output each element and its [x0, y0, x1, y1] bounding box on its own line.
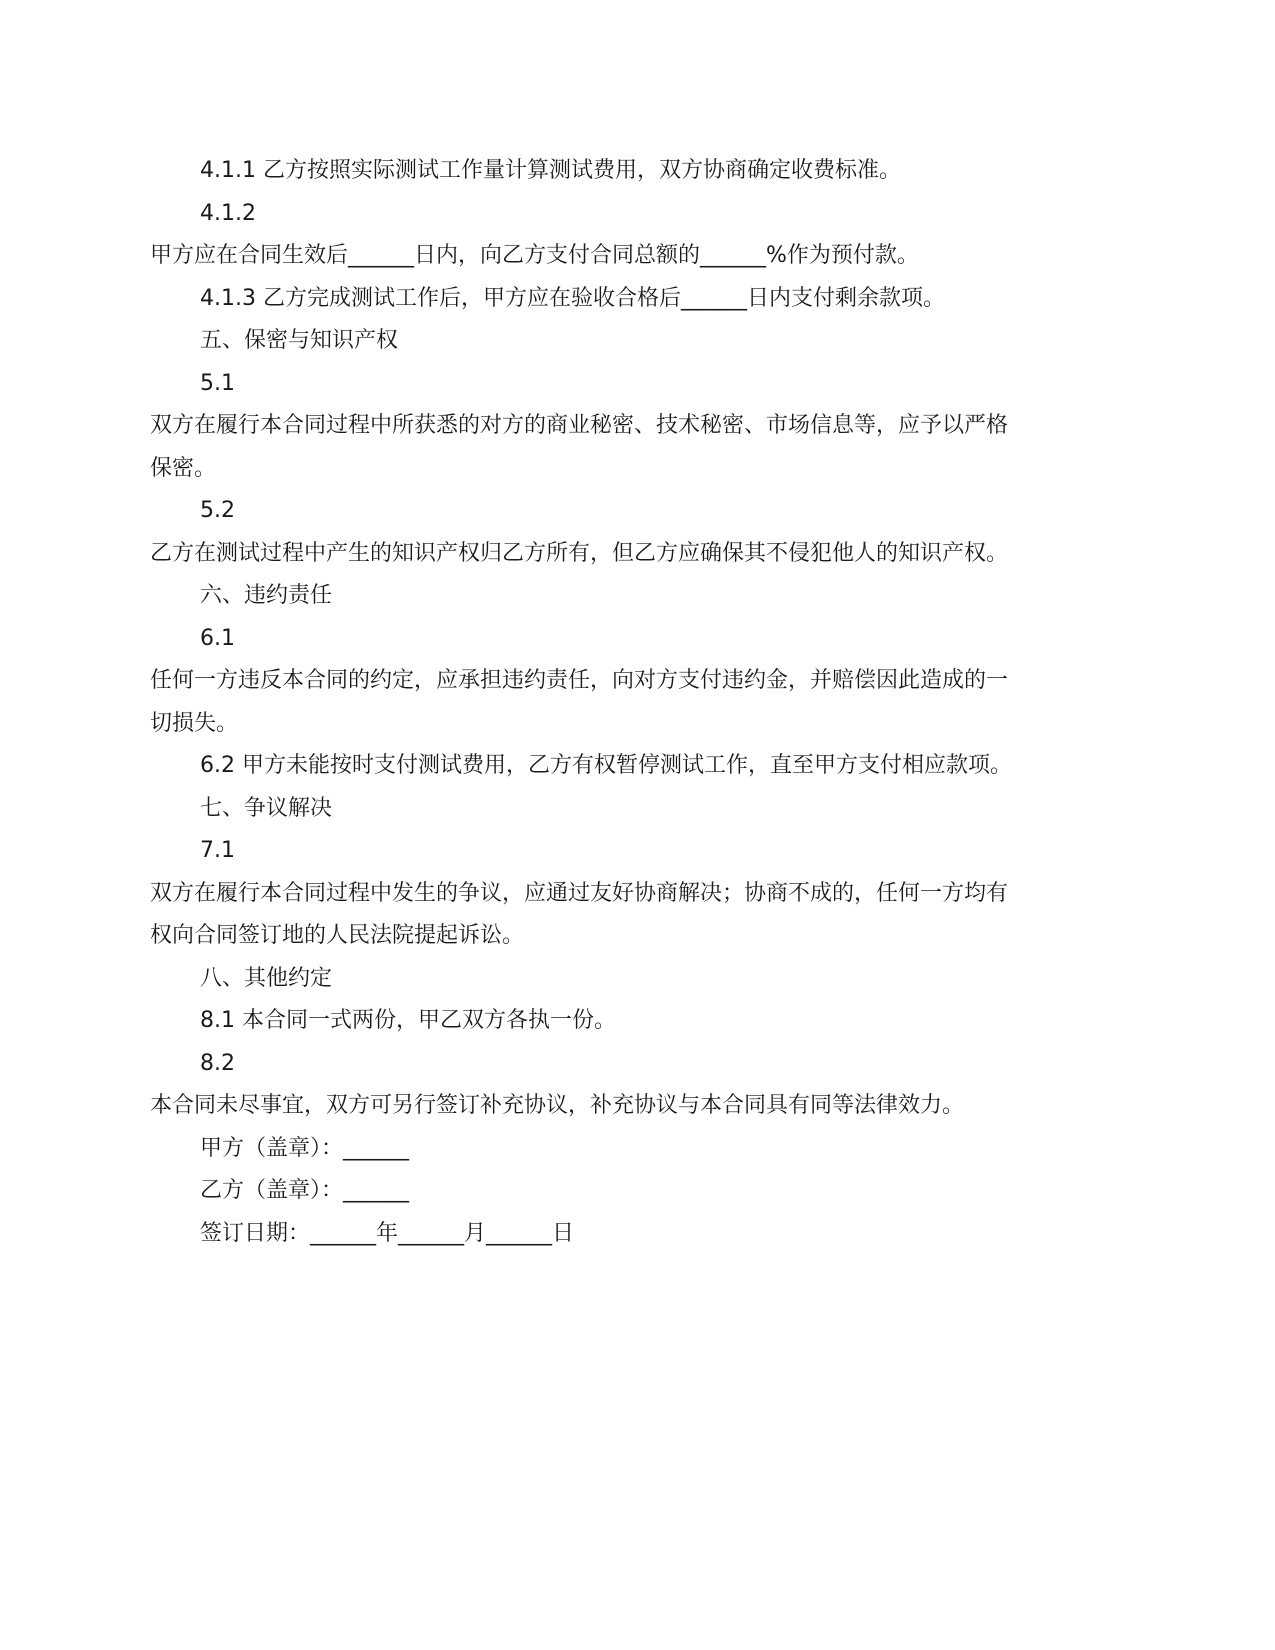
section-heading-6: 六、违约责任 [200, 583, 333, 608]
clause-5-2-text: 乙方在测试过程中产生的知识产权归乙方所有，但乙方应确保其不侵犯他人的知识产权。 [150, 540, 1009, 566]
clause-7-1-number: 7.1 [200, 838, 235, 863]
clause-6-1-text-continued: 切损失。 [150, 710, 239, 736]
clause-5-1-text: 双方在履行本合同过程中所获悉的对方的商业秘密、技术秘密、市场信息等，应予以严格 [150, 413, 1009, 438]
clause-4-1-1: 4.1.1 乙方按照实际测试工作量计算测试费用，双方协商确定收费标准。 [200, 158, 901, 183]
section-heading-7: 七、争议解决 [200, 795, 333, 821]
document-page [150, 150, 1130, 1255]
clause-5-1-number: 5.1 [200, 370, 235, 396]
clause-4-1-2-number: 4.1.2 [200, 200, 256, 226]
clause-6-2: 6.2 甲方未能按时支付测试费用，乙方有权暂停测试工作，直至甲方支付相应款项。 [200, 753, 1012, 778]
party-b-seal-line: 乙方（盖章）：______ [200, 1178, 410, 1203]
clause-6-1-number: 6.1 [200, 625, 235, 651]
clause-7-1-text: 双方在履行本合同过程中发生的争议，应通过友好协商解决；协商不成的，任何一方均有 [150, 880, 1009, 906]
clause-8-2-text: 本合同未尽事宜，双方可另行签订补充协议，补充协议与本合同具有同等法律效力。 [150, 1093, 965, 1118]
party-a-seal-line: 甲方（盖章）：______ [200, 1135, 410, 1161]
clause-5-2-number: 5.2 [200, 498, 235, 523]
clause-4-1-2-text: 甲方应在合同生效后______日内，向乙方支付合同总额的______%作为预付款。 [150, 243, 919, 268]
clause-4-1-3: 4.1.3 乙方完成测试工作后，甲方应在验收合格后______日内支付剩余款项。 [200, 285, 945, 311]
section-heading-5: 五、保密与知识产权 [200, 328, 399, 353]
clause-5-1-text-continued: 保密。 [150, 455, 217, 481]
signing-date-line: 签订日期：______年______月______日 [200, 1220, 575, 1246]
clause-8-1: 8.1 本合同一式两份，甲乙双方各执一份。 [200, 1008, 616, 1033]
clause-7-1-text-continued: 权向合同签订地的人民法院提起诉讼。 [150, 923, 525, 948]
clause-8-2-number: 8.2 [200, 1050, 235, 1076]
section-heading-8: 八、其他约定 [200, 965, 333, 991]
clause-6-1-text: 任何一方违反本合同的约定，应承担违约责任，向对方支付违约金，并赔偿因此造成的一 [150, 668, 1009, 693]
